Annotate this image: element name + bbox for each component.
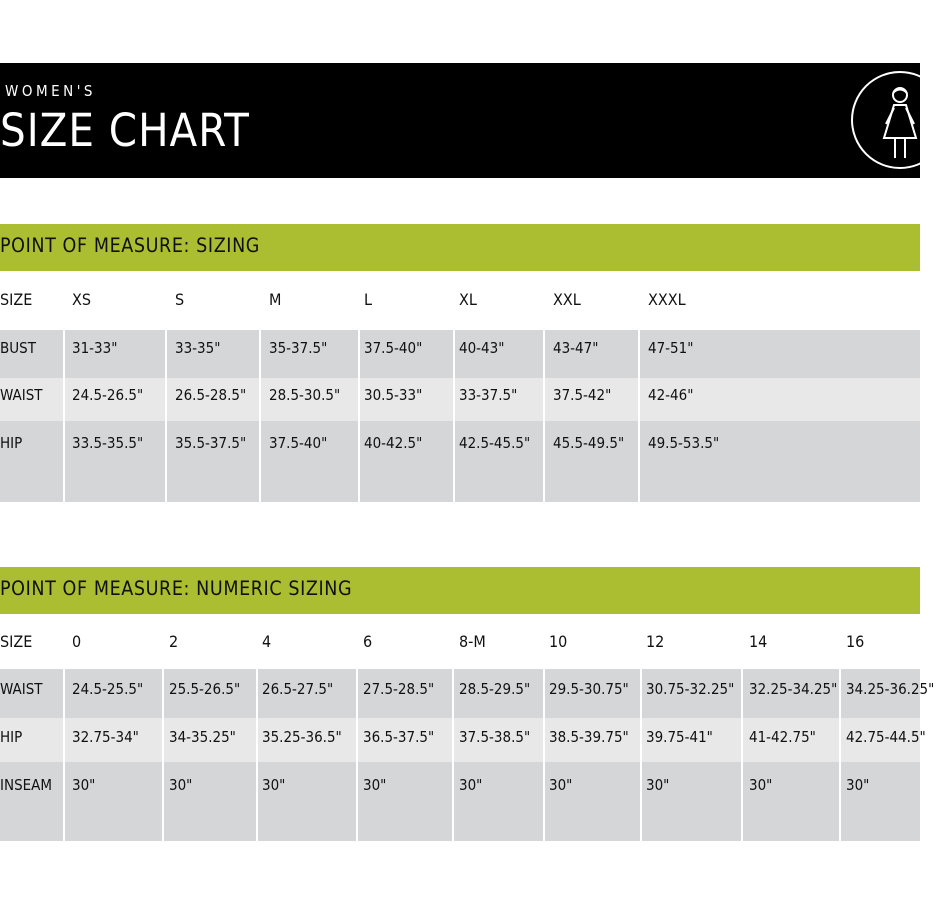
measurement-cell: 34.25-36.25" — [846, 680, 935, 698]
measurement-cell: 39.75-41" — [646, 728, 713, 746]
column-divider — [165, 330, 167, 502]
measurement-cell: 28.5-30.5" — [269, 386, 341, 404]
size-header-label: SIZE — [0, 290, 33, 309]
measurement-cell: 33-37.5" — [459, 386, 518, 404]
measurement-cell: 42.75-44.5" — [846, 728, 926, 746]
size-header-cell: 2 — [169, 632, 179, 651]
measurement-cell: 26.5-28.5" — [175, 386, 247, 404]
measurement-cell: 32.75-34" — [72, 728, 139, 746]
measurement-cell: 36.5-37.5" — [363, 728, 435, 746]
column-divider — [358, 330, 360, 502]
measurement-cell: 28.5-29.5" — [459, 680, 531, 698]
size-header-cell: XXL — [553, 290, 581, 309]
measurement-cell: 32.25-34.25" — [749, 680, 838, 698]
measurement-cell: 45.5-49.5" — [553, 434, 625, 452]
measurement-cell: 37.5-42" — [553, 386, 612, 404]
measurement-cell: 30" — [262, 776, 286, 794]
size-header-cell: 14 — [749, 632, 768, 651]
size-header-cell: XXXL — [648, 290, 686, 309]
size-header-cell: XS — [72, 290, 91, 309]
size-header-cell: S — [175, 290, 185, 309]
size-header-cell: XL — [459, 290, 477, 309]
section-title-sizing: POINT OF MEASURE: SIZING — [0, 234, 260, 257]
measurement-cell: 30" — [749, 776, 773, 794]
measurement-cell: 34-35.25" — [169, 728, 236, 746]
size-header-cell: 6 — [363, 632, 373, 651]
column-divider — [741, 669, 743, 841]
column-divider — [543, 669, 545, 841]
column-divider — [640, 669, 642, 841]
measurement-cell: 37.5-40" — [269, 434, 328, 452]
measurement-cell: 30" — [846, 776, 870, 794]
measurement-cell: 37.5-40" — [364, 339, 423, 357]
column-divider — [543, 330, 545, 502]
section-title-numeric: POINT OF MEASURE: NUMERIC SIZING — [0, 577, 353, 600]
measurement-cell: 29.5-30.75" — [549, 680, 629, 698]
measurement-cell: 47-51" — [648, 339, 694, 357]
measurement-cell: 30" — [459, 776, 483, 794]
column-divider — [453, 330, 455, 502]
row-label: HIP — [0, 434, 23, 452]
size-header-cell: 4 — [262, 632, 272, 651]
measurement-cell: 35.5-37.5" — [175, 434, 247, 452]
column-divider — [839, 669, 841, 841]
measurement-cell: 40-43" — [459, 339, 505, 357]
row-label: HIP — [0, 728, 23, 746]
column-divider — [356, 669, 358, 841]
row-label: INSEAM — [0, 776, 53, 794]
measurement-cell: 35.25-36.5" — [262, 728, 342, 746]
column-divider — [259, 330, 261, 502]
measurement-cell: 33-35" — [175, 339, 221, 357]
chart-title: SIZE CHART — [0, 104, 250, 157]
row-label: BUST — [0, 339, 36, 357]
size-header-cell: 0 — [72, 632, 82, 651]
measurement-cell: 40-42.5" — [364, 434, 423, 452]
size-header-cell: 10 — [549, 632, 568, 651]
measurement-cell: 27.5-28.5" — [363, 680, 435, 698]
size-header-cell: 12 — [646, 632, 665, 651]
measurement-cell: 41-42.75" — [749, 728, 816, 746]
row-label: WAIST — [0, 386, 43, 404]
column-divider — [162, 669, 164, 841]
measurement-cell: 30" — [169, 776, 193, 794]
measurement-cell: 42.5-45.5" — [459, 434, 531, 452]
measurement-cell: 30" — [549, 776, 573, 794]
measurement-cell: 31-33" — [72, 339, 118, 357]
size-header-label: SIZE — [0, 632, 33, 651]
column-divider — [256, 669, 258, 841]
measurement-cell: 35-37.5" — [269, 339, 328, 357]
measurement-cell: 33.5-35.5" — [72, 434, 144, 452]
column-divider — [452, 669, 454, 841]
measurement-cell: 24.5-26.5" — [72, 386, 144, 404]
measurement-cell: 42-46" — [648, 386, 694, 404]
measurement-cell: 43-47" — [553, 339, 599, 357]
size-header-cell: L — [364, 290, 373, 309]
size-header-cell: M — [269, 290, 282, 309]
measurement-cell: 30.5-33" — [364, 386, 423, 404]
measurement-cell: 24.5-25.5" — [72, 680, 144, 698]
size-header-cell: 8-M — [459, 632, 486, 651]
column-divider — [63, 330, 65, 502]
measurement-cell: 25.5-26.5" — [169, 680, 241, 698]
woman-figure-icon — [850, 70, 950, 170]
measurement-cell: 49.5-53.5" — [648, 434, 720, 452]
column-divider — [638, 330, 640, 502]
row-label: WAIST — [0, 680, 43, 698]
measurement-cell: 30.75-32.25" — [646, 680, 735, 698]
measurement-cell: 38.5-39.75" — [549, 728, 629, 746]
size-header-cell: 16 — [846, 632, 865, 651]
measurement-cell: 26.5-27.5" — [262, 680, 334, 698]
measurement-cell: 30" — [646, 776, 670, 794]
measurement-cell: 37.5-38.5" — [459, 728, 531, 746]
measurement-cell: 30" — [72, 776, 96, 794]
column-divider — [63, 669, 65, 841]
measurement-cell: 30" — [363, 776, 387, 794]
row-band-inseam — [0, 762, 920, 841]
chart-subtitle: WOMEN'S — [5, 82, 97, 100]
